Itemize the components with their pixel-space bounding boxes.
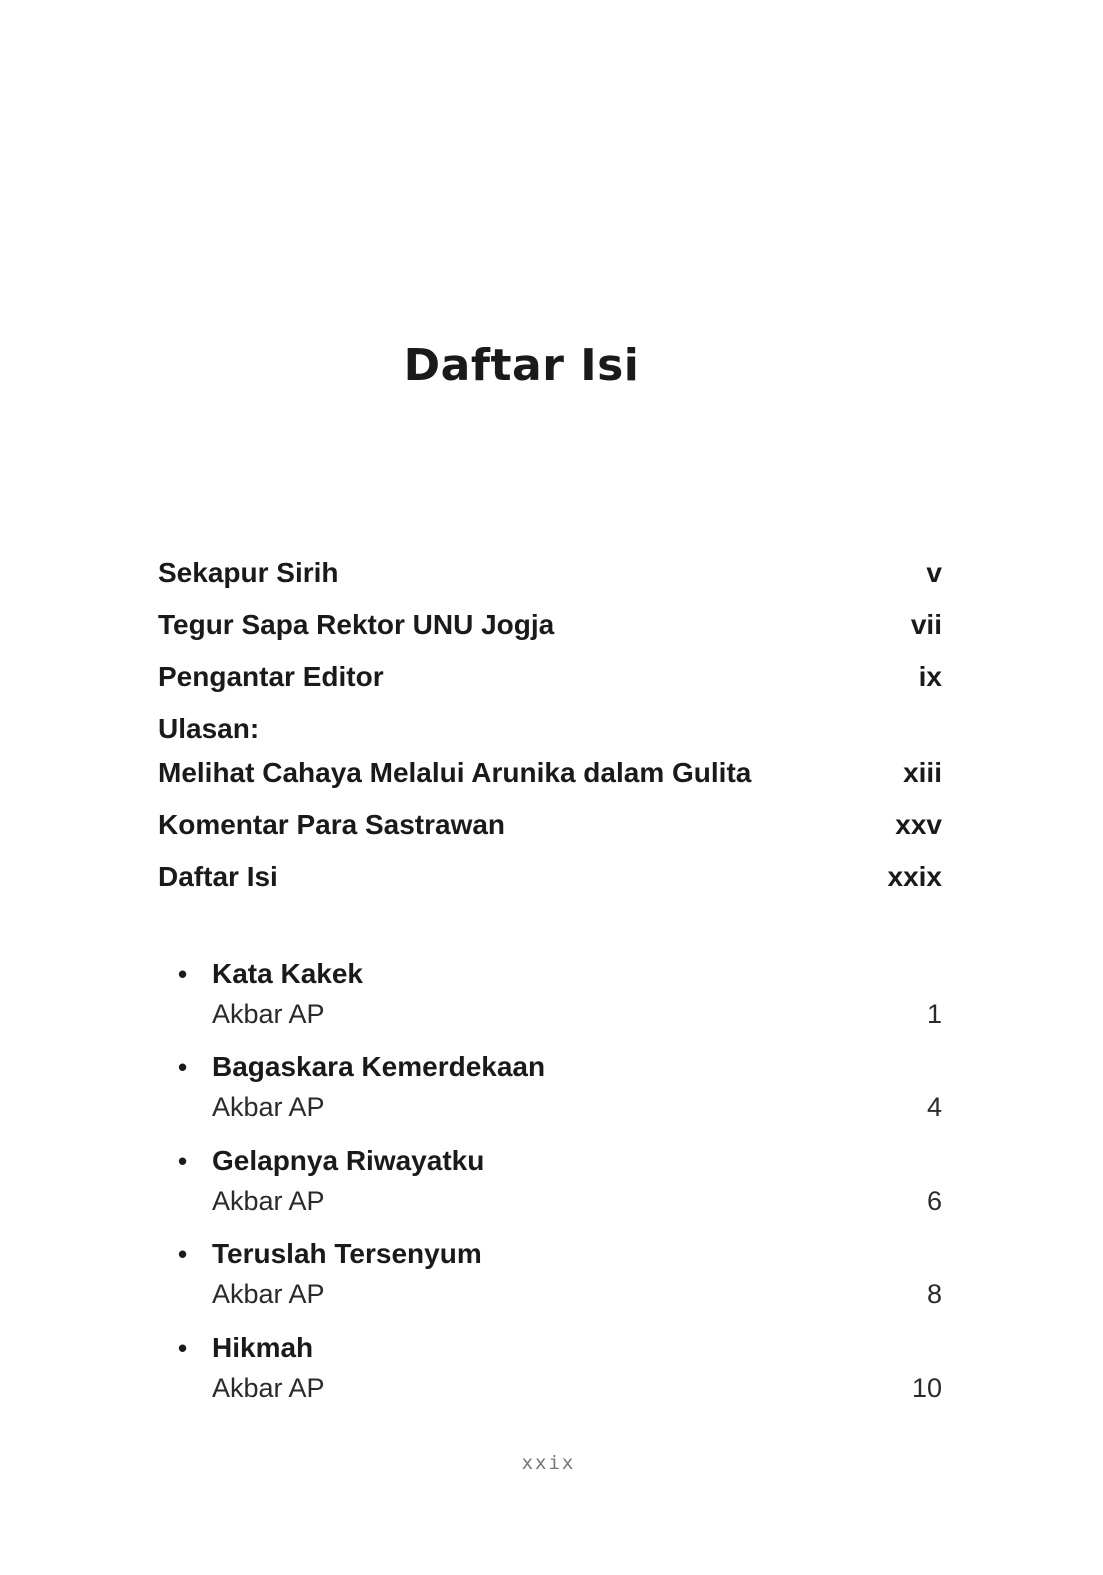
toc-row-title: Pengantar Editor	[158, 661, 384, 692]
entry-author: Akbar AP	[212, 1373, 325, 1403]
entry-page: 8	[926, 1279, 942, 1309]
bullet-icon: •	[178, 1146, 188, 1176]
toc-row-pengantar-editor[interactable]	[158, 660, 942, 694]
page-number-footer: xxix	[521, 1452, 576, 1474]
entry-title: Bagaskara Kemerdekaan	[212, 1051, 546, 1082]
toc-row-ulasan[interactable]	[158, 712, 942, 790]
entry-author: Akbar AP	[212, 999, 325, 1029]
toc-row-page: v	[926, 557, 942, 588]
toc-row-title: Daftar Isi	[158, 861, 278, 892]
entry-title: Kata Kakek	[212, 958, 363, 989]
toc-row-page: xxv	[895, 809, 942, 840]
toc-row-komentar[interactable]	[158, 808, 942, 842]
toc-row-page: ix	[918, 661, 942, 692]
entry-page: 4	[926, 1092, 942, 1122]
toc-row-page: xxix	[887, 861, 942, 892]
entry-page: 1	[926, 999, 942, 1029]
toc-row-tegur-sapa[interactable]	[158, 608, 942, 642]
entry-title: Hikmah	[212, 1332, 314, 1363]
toc-row-title: Komentar Para Sastrawan	[158, 809, 506, 840]
toc-row-page: vii	[910, 609, 942, 640]
toc-row-title: Tegur Sapa Rektor UNU Jogja	[158, 609, 555, 640]
entry-page: 6	[926, 1186, 942, 1216]
entry-author: Akbar AP	[212, 1092, 325, 1122]
bullet-icon: •	[178, 1239, 188, 1269]
entry-page: 10	[911, 1373, 942, 1403]
bullet-icon: •	[178, 1333, 188, 1363]
entry-author: Akbar AP	[212, 1279, 325, 1309]
bullet-icon: •	[178, 959, 188, 989]
toc-row-title: Sekapur Sirih	[158, 557, 339, 588]
entry-title: Gelapnya Riwayatku	[212, 1145, 485, 1176]
page-title: Daftar Isi	[403, 340, 640, 391]
entry-title: Teruslah Tersenyum	[212, 1238, 482, 1269]
toc-row-daftar-isi[interactable]	[158, 860, 942, 894]
toc-row-title: Melihat Cahaya Melalui Arunika dalam Gulita	[158, 757, 752, 788]
bullet-icon: •	[178, 1052, 188, 1082]
toc-row-sekapur-sirih[interactable]	[158, 556, 942, 590]
toc-row-page: xiii	[903, 757, 942, 788]
toc-row-title-label: Ulasan:	[158, 713, 260, 744]
entry-author: Akbar AP	[212, 1186, 325, 1216]
